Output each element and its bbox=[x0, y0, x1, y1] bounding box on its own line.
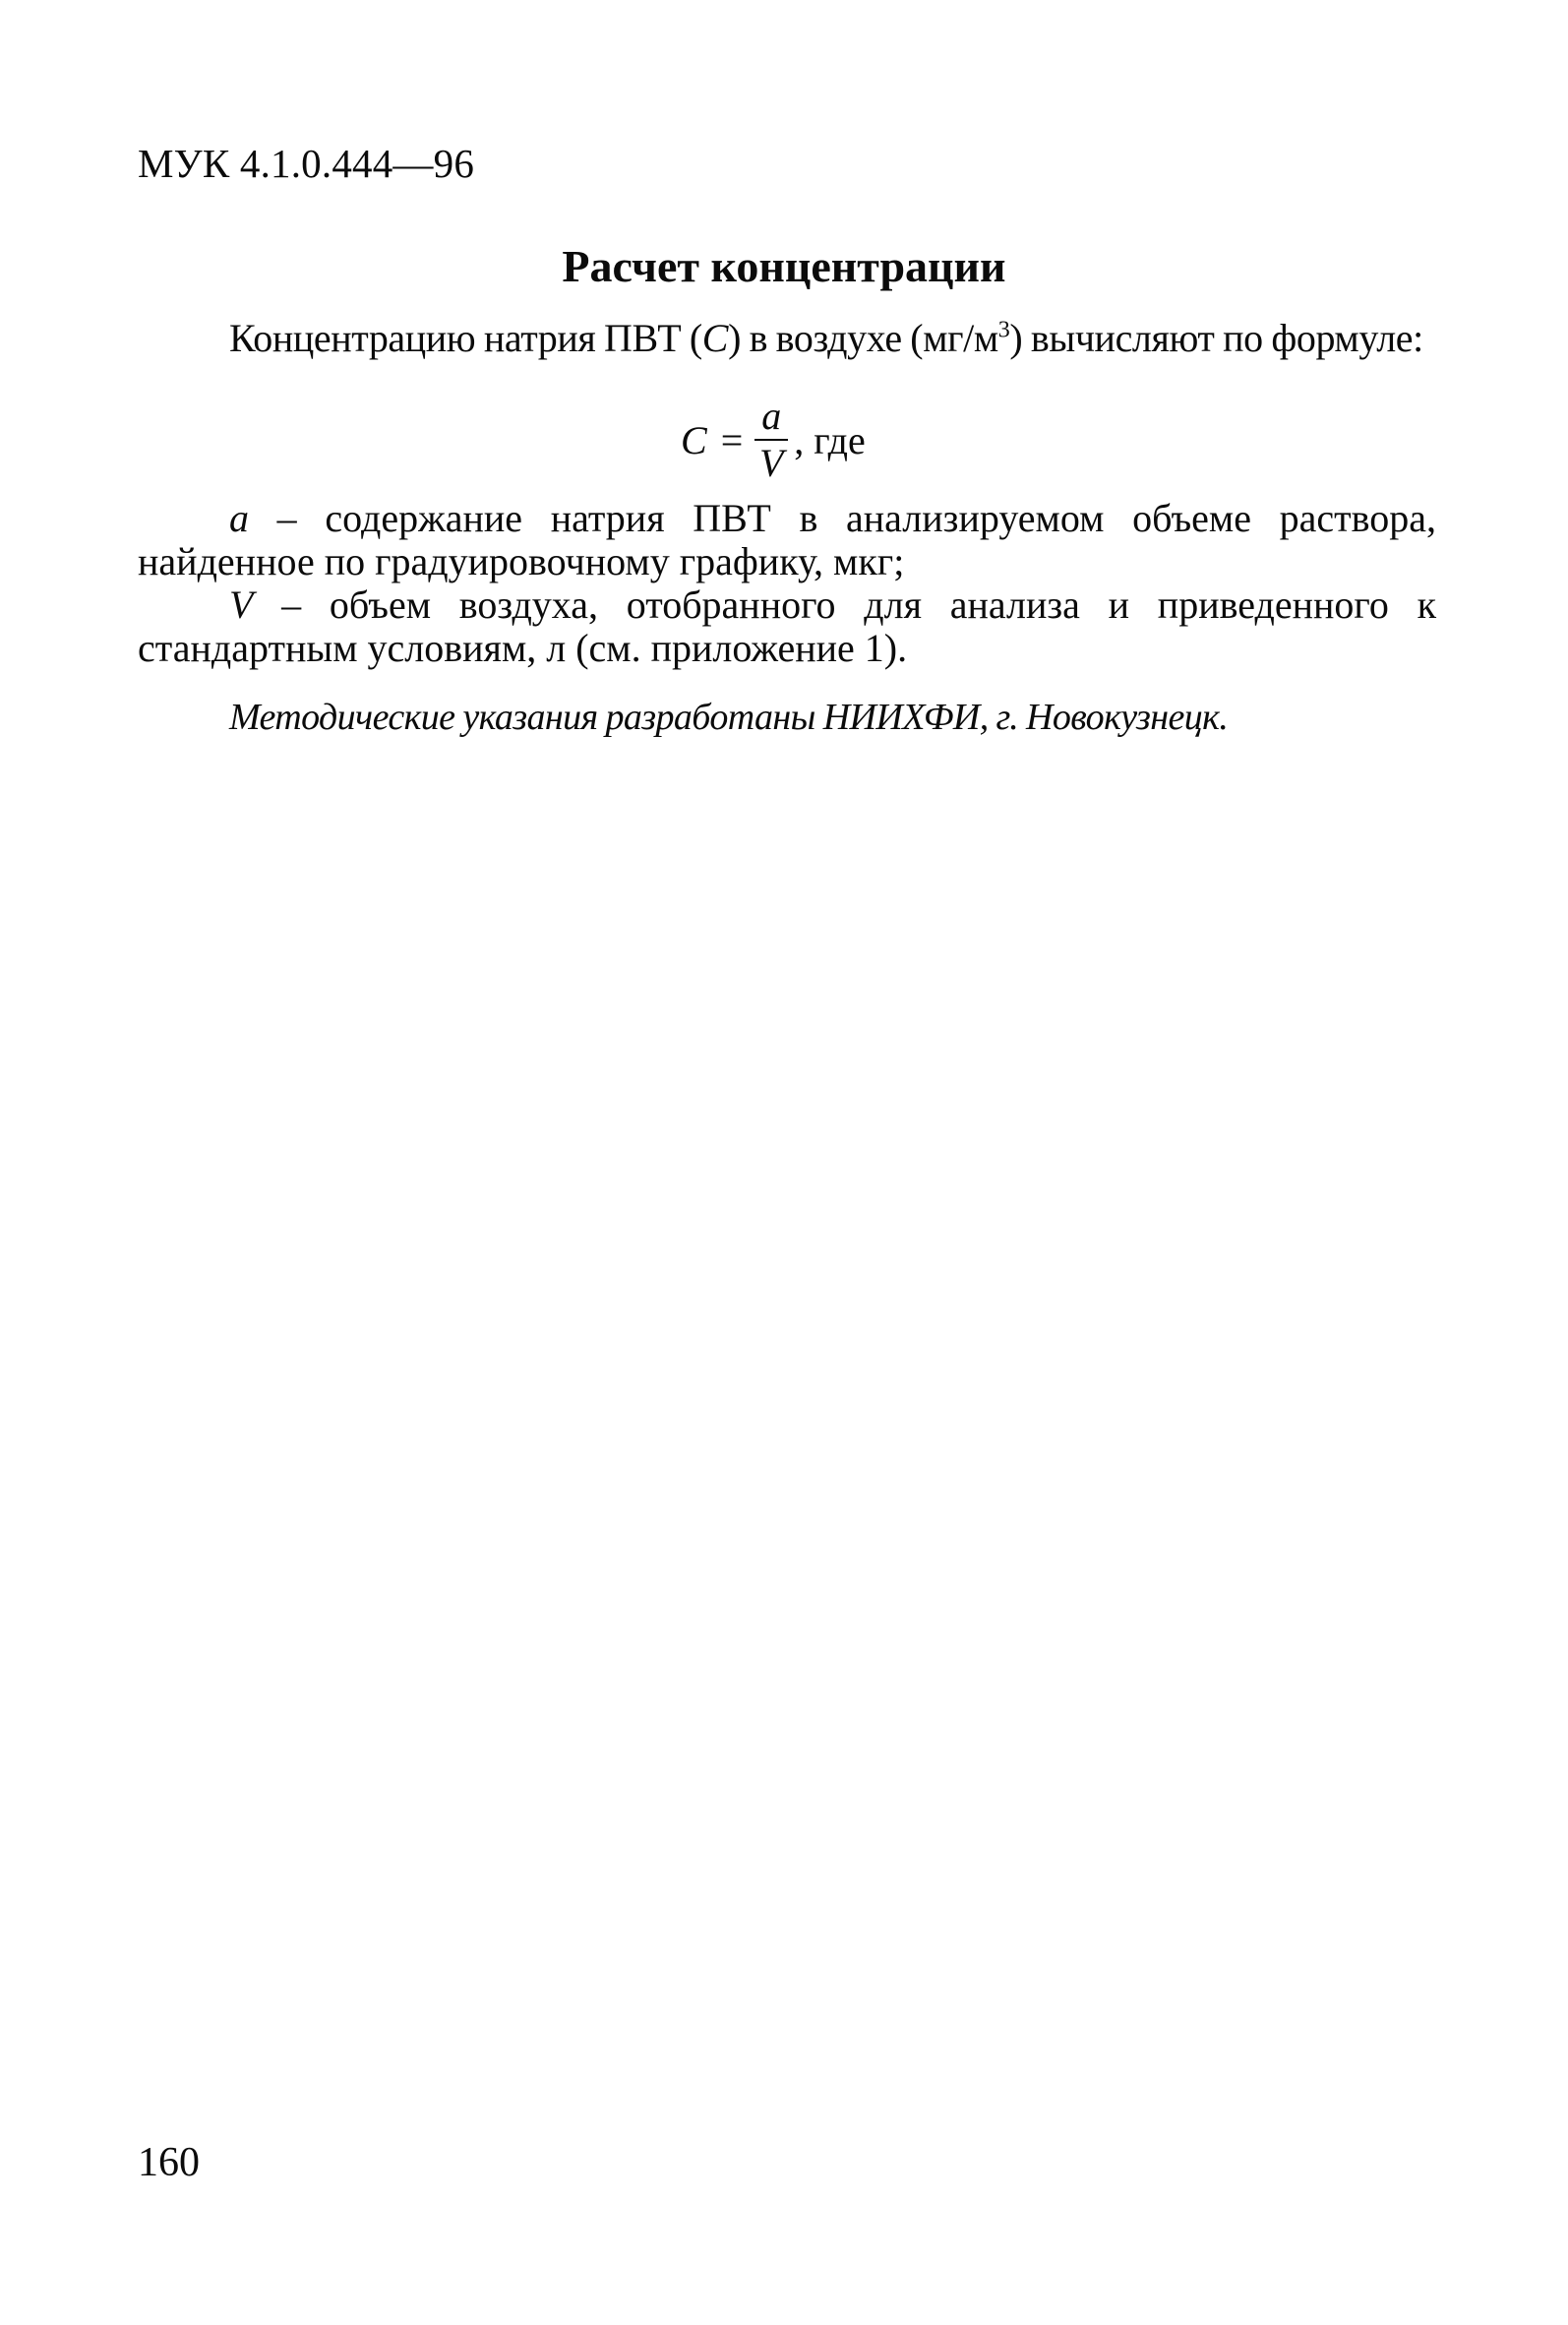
definition-v bbox=[138, 583, 1436, 670]
document-code: МУК 4.1.0.444—96 bbox=[138, 141, 475, 186]
definition-v-text: – объем воздуха, отобранного для анализа и приведенного к стандартным условиям, л (см. приложение 1). bbox=[138, 582, 1436, 670]
intro-superscript: 3 bbox=[997, 317, 1010, 343]
section-heading: Расчет концентрации bbox=[562, 241, 1006, 291]
formula-fraction bbox=[754, 394, 788, 486]
intro-text-end: ) вычисляют по формуле: bbox=[1009, 316, 1423, 360]
definition-a bbox=[138, 497, 1436, 583]
formula-numerator: a bbox=[761, 394, 782, 438]
intro-symbol-c: C bbox=[701, 316, 729, 360]
definition-a-text: – содержание натрия ПВТ в анализируемом объеме раствора, найденное по градуировочному графику, мкг; bbox=[138, 496, 1436, 583]
intro-text-start: Концентрацию натрия ПВТ ( bbox=[229, 316, 702, 360]
intro-paragraph bbox=[138, 317, 1436, 360]
definition-v-symbol: V bbox=[229, 582, 254, 627]
formula-suffix: , где bbox=[794, 417, 866, 462]
formula-denominator: V bbox=[759, 441, 784, 485]
formula-lhs: C bbox=[681, 417, 707, 462]
intro-text-middle: ) в воздухе (мг/м bbox=[728, 316, 998, 360]
concentration-formula bbox=[681, 386, 866, 494]
definition-a-symbol: a bbox=[229, 496, 249, 540]
developer-credit: Методические указания разработаны НИИХФИ, г. Новокузнецк. bbox=[229, 697, 1229, 738]
formula-equals: = bbox=[720, 417, 744, 462]
page-number: 160 bbox=[138, 2140, 200, 2185]
